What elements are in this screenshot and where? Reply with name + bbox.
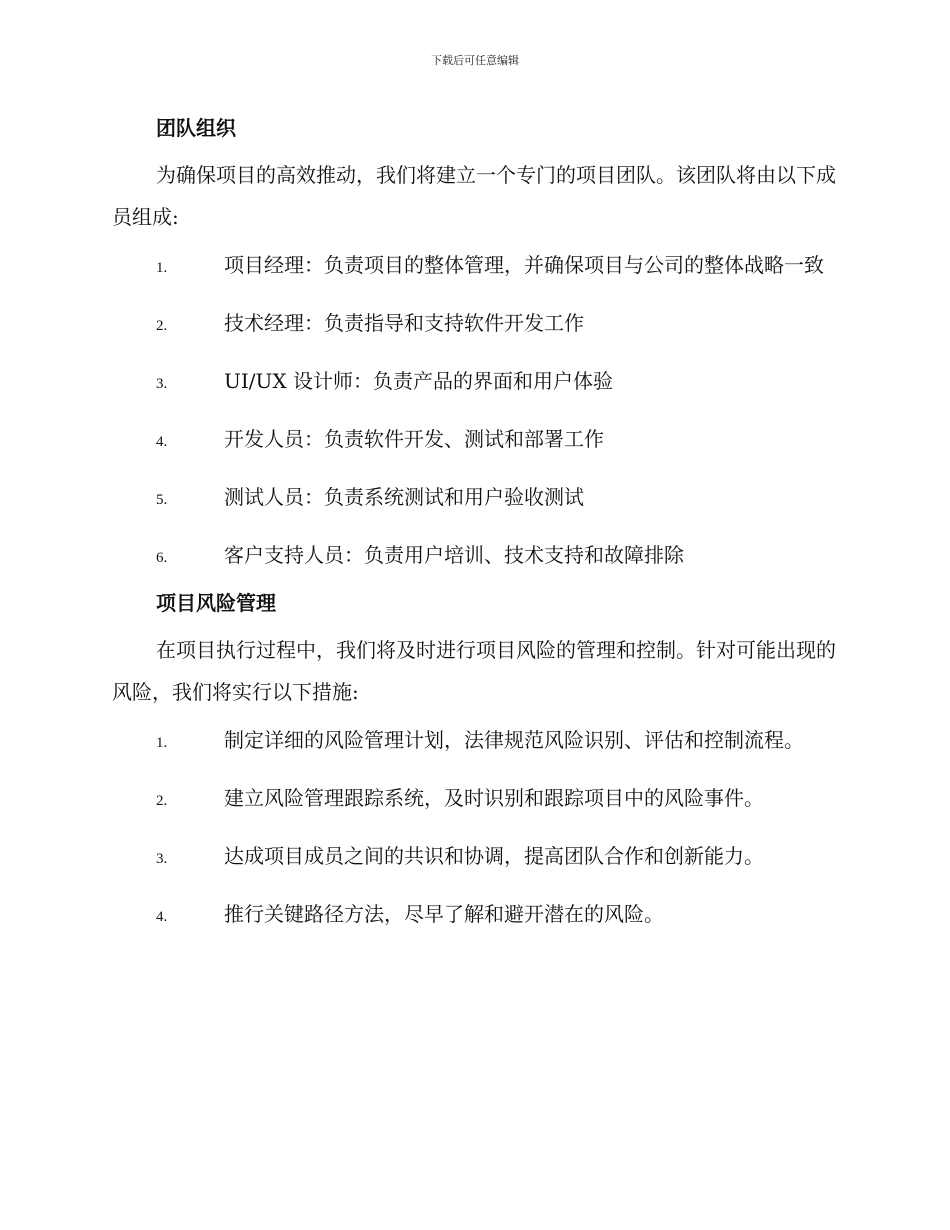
list-item-text: 技术经理：负责指导和支持软件开发工作 <box>224 311 584 335</box>
list-item-number: 6. <box>156 550 168 566</box>
list-item-text: 开发人员：负责软件开发、测试和部署工作 <box>224 427 604 451</box>
list-item <box>112 418 836 463</box>
list-item <box>112 244 836 289</box>
list-item-number: 4. <box>156 434 168 450</box>
section-intro-risk: 在项目执行过程中，我们将及时进行项目风险的管理和控制。针对可能出现的风险，我们将实行以下措施: <box>112 638 836 704</box>
list-item <box>112 835 836 880</box>
list-item-text: UI/UX 设计师：负责产品的界面和用户体验 <box>224 369 613 393</box>
list-item <box>112 893 836 938</box>
list-item <box>112 302 836 347</box>
list-item-text: 建立风险管理跟踪系统，及时识别和跟踪项目中的风险事件。 <box>224 786 764 810</box>
list-item-number: 1. <box>156 735 168 751</box>
document-body <box>112 108 836 951</box>
list-item <box>112 719 836 764</box>
list-item <box>112 476 836 521</box>
list-item-number: 4. <box>156 909 168 925</box>
risk-measure-list <box>112 719 836 938</box>
section-intro-team: 为确保项目的高效推动，我们将建立一个专门的项目团队。该团队将由以下成员组成: <box>112 163 836 229</box>
list-item-number: 3. <box>156 851 168 867</box>
section-heading-team: 团队组织 <box>156 116 236 140</box>
list-item <box>112 534 836 579</box>
list-item-number: 5. <box>156 492 168 508</box>
list-item-text: 推行关键路径方法，尽早了解和避开潜在的风险。 <box>224 902 664 926</box>
list-item-text: 制定详细的风险管理计划，法律规范风险识别、评估和控制流程。 <box>224 728 804 752</box>
page-header-note: 下载后可任意编辑 <box>431 54 519 67</box>
list-item <box>112 777 836 822</box>
section-heading-risk: 项目风险管理 <box>156 591 276 615</box>
list-item-number: 2. <box>156 318 168 334</box>
list-item-number: 1. <box>156 260 168 276</box>
list-item-text: 测试人员：负责系统测试和用户验收测试 <box>224 485 584 509</box>
list-item-text: 客户支持人员：负责用户培训、技术支持和故障排除 <box>224 543 684 567</box>
list-item-text: 项目经理：负责项目的整体管理，并确保项目与公司的整体战略一致 <box>224 253 824 277</box>
list-item <box>112 360 836 405</box>
list-item-number: 3. <box>156 376 168 392</box>
team-member-list <box>112 244 836 579</box>
list-item-text: 达成项目成员之间的共识和协调，提高团队合作和创新能力。 <box>224 844 764 868</box>
list-item-number: 2. <box>156 793 168 809</box>
